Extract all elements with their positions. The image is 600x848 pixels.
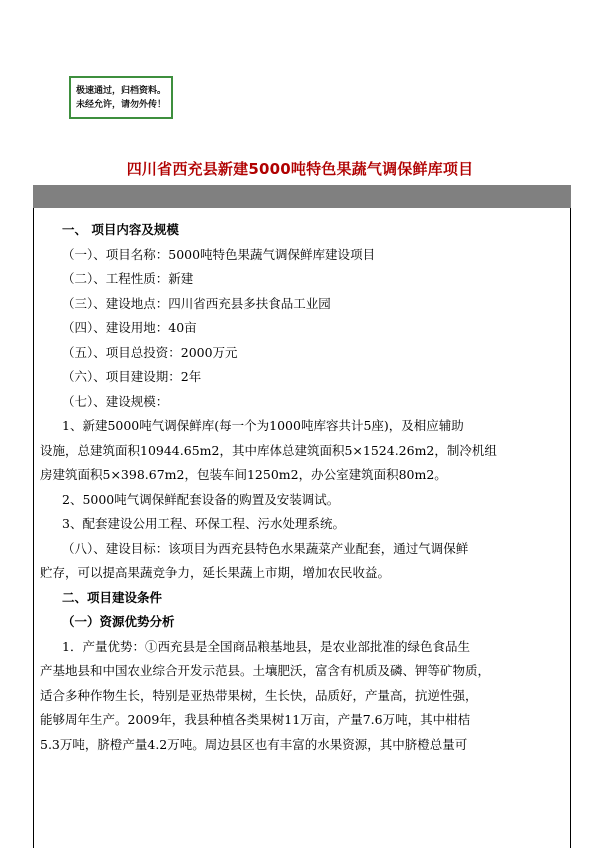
advantage-line-3: 适合多种作物生长，特别是亚热带果树，生长快，品质好，产量高，抗逆性强，	[40, 687, 478, 703]
item-land-use: （四）、建设用地：40亩	[62, 320, 197, 335]
section-heading-1: 一、 项目内容及规模	[62, 222, 179, 237]
gray-header-band	[33, 185, 571, 208]
goal-line-2: 贮存，可以提高果蔬竞争力，延长果蔬上市期，增加农民收益。	[40, 565, 391, 580]
scale-2: 2、5000吨气调保鲜配套设备的购置及安装调试。	[62, 491, 340, 507]
goal-line-1: （八）、建设目标：该项目为西充县特色水果蔬菜产业配套，通过气调保鲜	[62, 540, 469, 556]
advantage-line-5: 5.3万吨，脐橙产量4.2万吨。周边县区也有丰富的水果资源，其中脐橙总量可	[40, 736, 468, 752]
scale-1-line-1: 1、新建5000吨气调保鲜库(每一个为1000吨库容共计5座)，及相应辅助	[62, 418, 464, 433]
stamp-line-2: 未经允许，请勿外传！	[75, 99, 166, 110]
item-project-name: （一）、项目名称：5000吨特色果蔬气调保鲜库建设项目	[62, 246, 376, 262]
scale-1-line-2: 设施，总建筑面积10944.65m2，其中库体总建筑面积5×1524.26m2，制冷机组	[40, 442, 497, 458]
document-title: 四川省西充县新建5000吨特色果蔬气调保鲜库项目	[126, 160, 474, 178]
confidential-stamp	[69, 76, 173, 119]
item-location: （三）、建设地点：四川省西充县多扶食品工业园	[62, 295, 331, 311]
stamp-line-1: 极速通过，归档资料。	[75, 85, 166, 96]
item-period: （六）、项目建设期：2年	[62, 369, 202, 384]
item-project-nature: （二）、工程性质：新建	[62, 271, 194, 286]
advantage-line-1: 1．产量优势：①西充县是全国商品粮基地县，是农业部批准的绿色食品生	[62, 638, 470, 654]
subsection-heading: （一）资源优势分析	[62, 614, 175, 629]
advantage-line-4: 能够周年生产。2009年，我县种植各类果树11万亩，产量7.6万吨，其中柑桔	[40, 712, 471, 727]
scale-3: 3、配套建设公用工程、环保工程、污水处理系统。	[62, 516, 345, 531]
item-investment: （五）、项目总投资：2000万元	[62, 344, 238, 360]
advantage-line-2: 产基地县和中国农业综合开发示范县。土壤肥沃，富含有机质及磷、钾等矿物质，	[40, 663, 491, 678]
document-body	[40, 218, 568, 757]
scale-1-line-3: 房建筑面积5×398.67m2，包装车间1250m2，办公室建筑面积80m2。	[40, 467, 447, 482]
section-heading-2: 二、项目建设条件	[62, 589, 163, 605]
item-scale: （七）、建设规模：	[62, 393, 169, 409]
